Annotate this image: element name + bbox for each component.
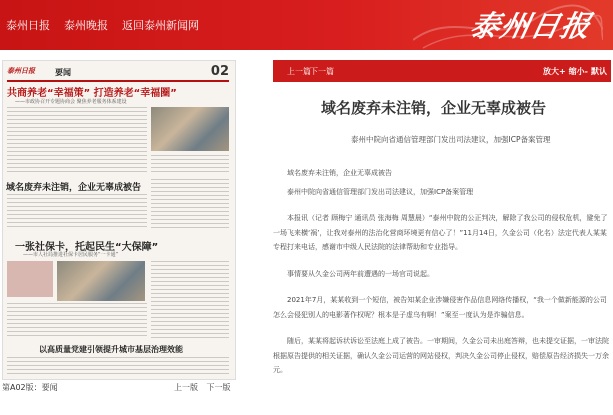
zoom-default-button[interactable]: 默认	[591, 67, 607, 76]
text-column	[7, 107, 147, 175]
article-toolbar	[273, 60, 611, 82]
thumb-headline-1[interactable]: 共商养老“幸福策” 打造养老“幸福圈”	[7, 88, 177, 99]
paper-masthead: 泰州日报	[7, 67, 35, 75]
thumb-subhead-3: ——市人社局推进社保卡居民服务“一卡通”	[23, 252, 119, 258]
text-column	[151, 179, 229, 231]
article-paragraph: 域名废弃未注销，企业无辜成被告	[287, 169, 392, 177]
zoom-in-button[interactable]: 放大+	[542, 67, 566, 76]
text-column	[7, 303, 147, 339]
article-paragraph: 泰州中院向省通信管理部门发出司法建议，加强ICP备案管理	[287, 187, 474, 196]
article-body	[273, 166, 611, 382]
zoom-controls	[543, 66, 607, 77]
article-title: 域名废弃未注销，企业无辜成被告	[321, 99, 547, 117]
edition-label: 第A02版：要闻	[2, 383, 58, 392]
taizhou-daily-logo: 泰州日报	[467, 9, 595, 43]
thumb-headline-4[interactable]: 以高质量党建引领提升城市基层治理效能	[39, 345, 183, 354]
infographic-box	[7, 261, 53, 297]
nav-back-to-news-site[interactable]: 返回泰州新闻网	[122, 19, 199, 32]
next-article-link[interactable]: 下一篇	[310, 67, 334, 76]
article-paragraph: 事情要从久金公司两年前遭遇的一场官司说起。	[287, 269, 434, 278]
nav-taizhou-daily[interactable]: 泰州日报	[6, 19, 50, 32]
article-paragraph: 本报讯（记者 顾梅宁 通讯员 张海梅 周慧晨）“泰州中院的公正判决，解除了我公司的侵权危机，避免了一场飞来横‘祸’，让我对泰州的法治化营商环境更有信心了！”11月14日，久金公司（化名）法定代表人某某专程打来电话，感谢市中级人民法院的法律帮助和专业指导。	[273, 214, 608, 251]
newspaper-page-thumbnail[interactable]	[2, 60, 236, 380]
article-paragraph: 2021年7月，某某收到一个短信，被告知某企业涉嫌侵害作品信息网络传播权，“我一个做新能源的公司怎么会侵犯别人的电影著作权呢？根本是子虚乌有啊！”案至一度认为是诈骗信息。	[273, 296, 607, 319]
prev-page-link[interactable]: 上一版	[174, 383, 198, 392]
text-column	[151, 155, 229, 175]
thumb-headline-3[interactable]: 一张社保卡，托起民生“大保障”	[15, 242, 159, 253]
text-column	[7, 194, 147, 230]
article-panel	[273, 60, 613, 415]
nav-taizhou-evening[interactable]: 泰州晚报	[64, 19, 108, 32]
text-column	[7, 357, 229, 375]
page-pagination	[174, 382, 237, 393]
page-header	[7, 66, 229, 82]
thumb-subhead-1: ——市政协召开专题协商会 聚焦养老服务体系建设	[15, 99, 127, 105]
thumb-headline-2[interactable]: 域名废弃未注销，企业无辜成被告	[6, 183, 142, 193]
article-paragraph: 随后，某某将起诉状诉讼至法庭上成了被告。一审期间，久金公司未出庭答辩，也未提交证据，一审法院根据原告提供的相关证据，确认久金公司运营的网站侵权，判决久金公司停止侵权，赔偿原告经济损失一万余元。	[273, 337, 609, 374]
page-number: 02	[210, 64, 229, 79]
article-subtitle: 泰州中院向省通信管理部门发出司法建议，加强ICP备案管理	[351, 135, 551, 144]
prev-article-link[interactable]: 上一篇	[287, 67, 311, 76]
next-page-link[interactable]: 下一版	[206, 383, 231, 392]
top-banner	[0, 0, 613, 50]
zoom-out-button[interactable]: 缩小-	[568, 67, 588, 76]
text-column	[151, 261, 229, 339]
top-nav	[6, 17, 199, 33]
photo-meeting	[151, 107, 229, 151]
photo-service-hall	[57, 261, 145, 301]
page-section: 要闻	[55, 68, 71, 77]
